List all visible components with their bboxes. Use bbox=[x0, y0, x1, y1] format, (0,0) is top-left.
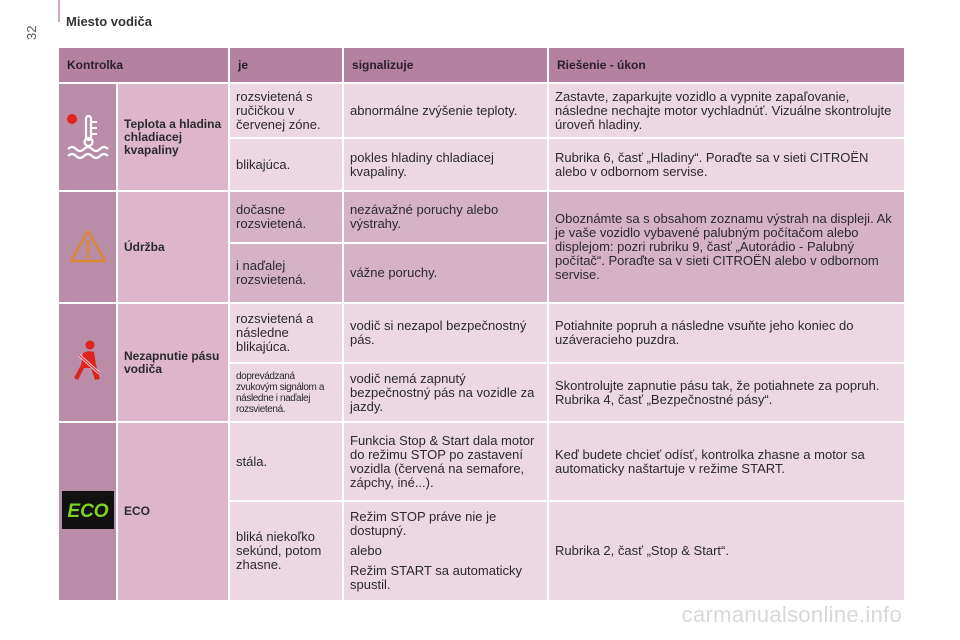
seatbelt-icon-cell bbox=[59, 304, 116, 421]
header-signalizuje: signalizuje bbox=[344, 48, 547, 82]
seatbelt-signal-1: vodič si nezapol bezpečnostný pás. bbox=[344, 304, 547, 362]
coolant-state-1: rozsvietená s ručičkou v červenej zóne. bbox=[230, 84, 342, 137]
service-name: Údržba bbox=[118, 192, 228, 302]
service-state-1: dočasne rozsvietená. bbox=[230, 192, 342, 242]
seatbelt-state-1: rozsvietená a následne blikajúca. bbox=[230, 304, 342, 362]
header-riesenie: Riešenie - úkon bbox=[549, 48, 904, 82]
eco-action-1: Keď budete chcieť odísť, kontrolka zhasne a motor sa automaticky naštartuje v režime START. bbox=[549, 423, 904, 500]
coolant-signal-1: abnormálne zvýšenie teploty. bbox=[344, 84, 547, 137]
coolant-icon-cell bbox=[59, 84, 116, 190]
seatbelt-warning-icon bbox=[70, 339, 106, 386]
seatbelt-name: Nezapnutie pásu vodiča bbox=[118, 304, 228, 421]
eco-signal-1: Funkcia Stop & Start dala motor do režimu STOP po zastavení vozidla (červená na semafore, zápchy, iné...). bbox=[344, 423, 547, 500]
eco-state-1: stála. bbox=[230, 423, 342, 500]
eco-icon-cell bbox=[59, 423, 116, 600]
eco-stop-start-icon bbox=[62, 491, 114, 532]
seatbelt-action-1: Potiahnite popruh a následne vsuňte jeho koniec do uzáveracieho puzdra. bbox=[549, 304, 904, 362]
table-row bbox=[59, 304, 904, 362]
eco-signal-2-line-3: Režim START sa automaticky spustil. bbox=[350, 563, 522, 592]
seatbelt-state-2: doprevádzaná zvukovým signálom a následne i naďalej rozsvietená. bbox=[230, 364, 342, 421]
eco-signal-2-line-1: Režim STOP práve nie je dostupný. bbox=[350, 509, 497, 538]
eco-signal-2 bbox=[344, 502, 547, 600]
table-row bbox=[59, 192, 904, 242]
watermark: carmanualsonline.info bbox=[681, 602, 902, 627]
side-rule bbox=[58, 0, 60, 22]
header-je: je bbox=[230, 48, 342, 82]
coolant-signal-2: pokles hladiny chladiacej kvapaliny. bbox=[344, 139, 547, 190]
service-signal-2: vážne poruchy. bbox=[344, 244, 547, 302]
service-state-2: i naďalej rozsvietená. bbox=[230, 244, 342, 302]
coolant-temperature-warning-icon bbox=[65, 112, 111, 163]
service-action: Oboznámte sa s obsahom zoznamu výstrah na displeji. Ak je vaše vozidlo vybavené palubným počítačom alebo displejom: pozri rubriku 9, časť „Autorádio - Palubný počítač“. Poraďte sa v sieti CITROËN alebo v odbornom servise. bbox=[549, 192, 904, 302]
coolant-state-2: blikajúca. bbox=[230, 139, 342, 190]
eco-state-2: bliká niekoľko sekúnd, potom zhasne. bbox=[230, 502, 342, 600]
page-number: 32 bbox=[24, 25, 39, 40]
seatbelt-signal-2: vodič nemá zapnutý bezpečnostný pás na vozidle za jazdy. bbox=[344, 364, 547, 421]
coolant-action-2: Rubrika 6, časť „Hladiny“. Poraďte sa v sieti CITROËN alebo v odbornom servise. bbox=[549, 139, 904, 190]
warning-lights-table bbox=[57, 46, 906, 602]
section-title: Miesto vodiča bbox=[66, 14, 152, 29]
eco-signal-2-line-2: alebo bbox=[350, 543, 382, 558]
service-signal-1: nezávažné poruchy alebo výstrahy. bbox=[344, 192, 547, 242]
eco-name: ECO bbox=[118, 423, 228, 600]
eco-action-2: Rubrika 2, časť „Stop & Start“. bbox=[549, 502, 904, 600]
seatbelt-action-2: Skontrolujte zapnutie pásu tak, že potiahnete za popruh. Rubrika 4, časť „Bezpečnostné pásy“. bbox=[549, 364, 904, 421]
service-icon-cell bbox=[59, 192, 116, 302]
eco-badge-text: ECO bbox=[66, 501, 109, 522]
table-row bbox=[59, 423, 904, 500]
coolant-name: Teplota a hladina chladiacej kvapaliny bbox=[118, 84, 228, 190]
coolant-action-1: Zastavte, zaparkujte vozidlo a vypnite zapaľovanie, následne nechajte motor vychladnúť. Vizuálne skontrolujte úroveň hladiny. bbox=[549, 84, 904, 137]
service-warning-triangle-icon bbox=[68, 228, 108, 267]
table-row bbox=[59, 84, 904, 137]
header-kontrolka: Kontrolka bbox=[59, 48, 228, 82]
table-header-row bbox=[59, 48, 904, 82]
